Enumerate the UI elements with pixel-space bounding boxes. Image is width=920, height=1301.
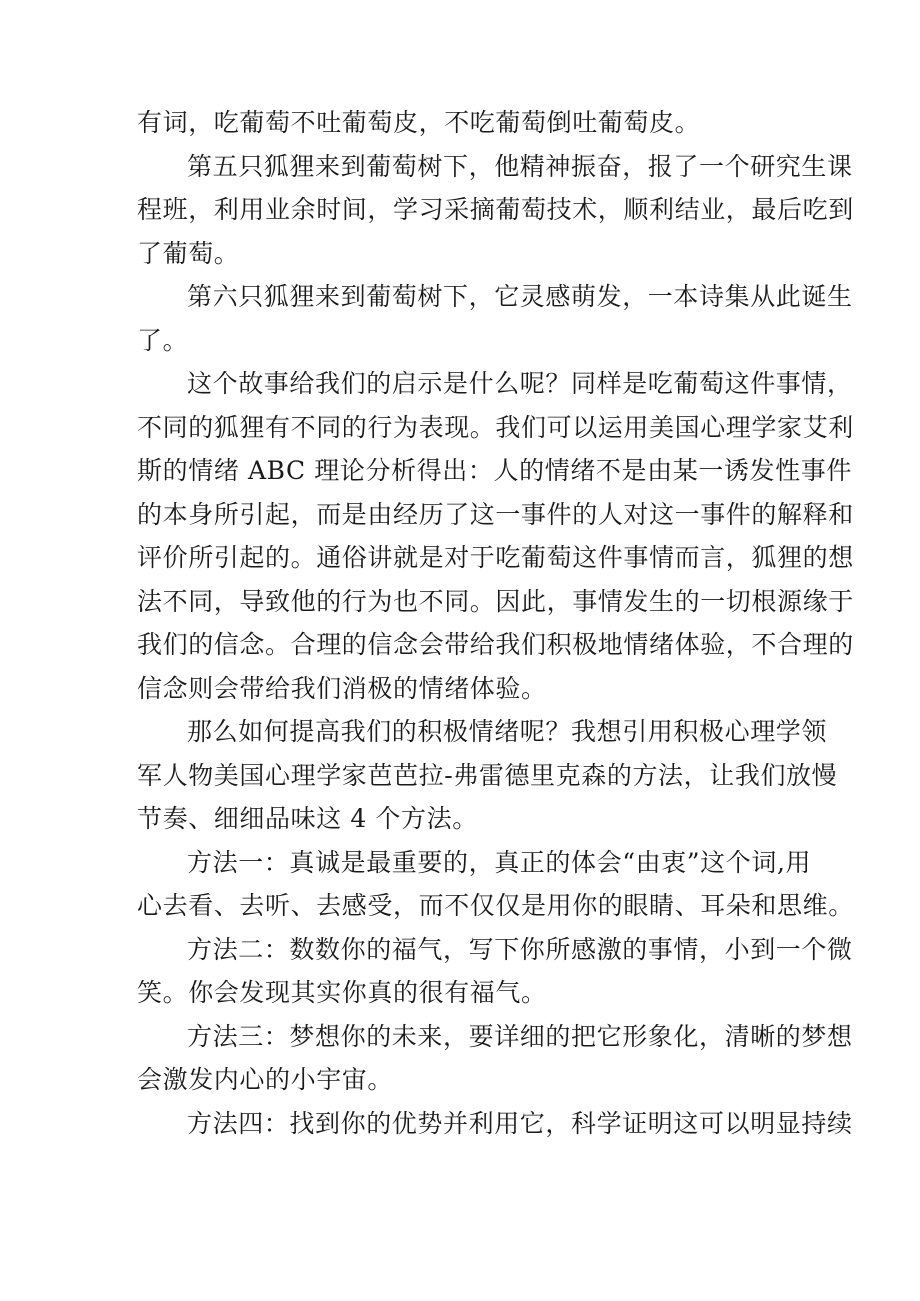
text-line: 这个故事给我们的启示是什么呢？同样是吃葡萄这件事情， — [187, 369, 853, 398]
text-line: 信念则会带给我们消极的情绪体验。 — [137, 673, 547, 703]
text-line: 程班，利用业余时间，学习采摘葡萄技术，顺利结业，最后吃到 — [137, 195, 854, 224]
text-line: 评价所引起的。通俗讲就是对于吃葡萄这件事情而言，狐狸的想 — [137, 543, 854, 572]
document-body — [137, 101, 854, 1145]
text-line: 军人物美国心理学家芭芭拉-弗雷德里克森的方法，让我们放慢 — [137, 760, 838, 790]
text-line: 会激发内心的小宇宙。 — [137, 1065, 394, 1094]
text-line: 心去看、去听、去感受，而不仅仅是用你的眼睛、耳朵和思维。 — [137, 891, 854, 920]
text-line: 方法一：真诚是最重要的，真正的体会“由衷”这个词,用 — [187, 847, 812, 877]
text-line: 笑。你会发现其实你真的很有福气。 — [137, 978, 547, 1007]
text-line: 不同的狐狸有不同的行为表现。我们可以运用美国心理学家艾利 — [137, 412, 854, 442]
text-line: 了。 — [137, 325, 189, 355]
text-line: 第五只狐狸来到葡萄树下，他精神振奋，报了一个研究生课 — [187, 151, 853, 181]
text-line: 的本身所引起，而是由经历了这一事件的人对这一事件的解释和 — [137, 499, 854, 529]
text-line: 法不同，导致他的行为也不同。因此，事情发生的一切根源缘于 — [137, 586, 854, 616]
text-line: 方法二：数数你的福气，写下你所感激的事情，小到一个微 — [187, 934, 853, 964]
text-line: 斯的情绪 ABC 理论分析得出：人的情绪不是由某一诱发性事件 — [137, 456, 852, 485]
text-line: 我们的信念。合理的信念会带给我们积极地情绪体验，不合理的 — [137, 630, 854, 659]
text-line: 方法四：找到你的优势并利用它，科学证明这可以明显持续 — [187, 1108, 853, 1138]
text-line: 那么如何提高我们的积极情绪呢？我想引用积极心理学领 — [187, 717, 828, 746]
text-line: 有词，吃葡萄不吐葡萄皮，不吃葡萄倒吐葡萄皮。 — [137, 108, 701, 137]
text-line: 方法三：梦想你的未来，要详细的把它形象化，清晰的梦想 — [187, 1021, 853, 1051]
text-line: 节奏、细细品味这 4 个方法。 — [137, 804, 478, 833]
text-line: 第六只狐狸来到葡萄树下，它灵感萌发，一本诗集从此诞生 — [187, 282, 853, 311]
text-line: 了葡萄。 — [137, 238, 240, 268]
